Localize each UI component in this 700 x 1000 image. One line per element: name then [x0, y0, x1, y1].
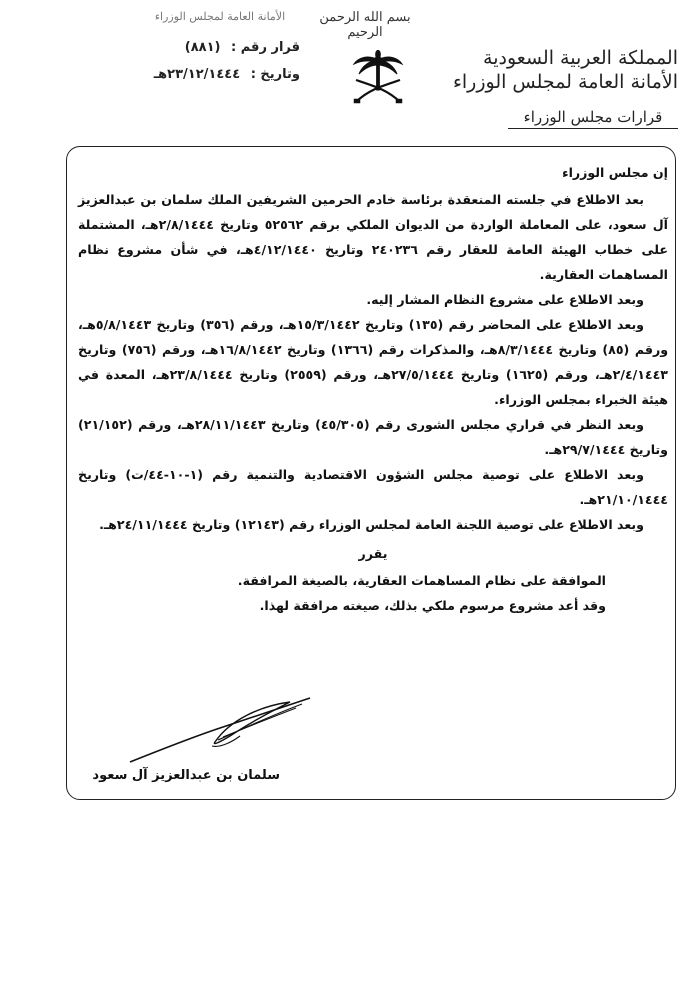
opening-line: إن مجلس الوزراء	[562, 165, 668, 180]
body-paragraph: وبعد النظر في قراري مجلس الشورى رقم (٤٥/٣٠٥) وتاريخ ٢٨/١١/١٤٤٣هـ، ورقم (٢١/١٥٢) وتاريخ ٢٩/٧/١٤٤٤هـ.	[78, 417, 668, 457]
decision-line: وقد أعد مشروع مرسوم ملكي بذلك، صيغته مرافقة لهذا.	[259, 598, 606, 613]
decision-number: (٨٨١)	[184, 40, 221, 55]
basmala: بسم الله الرحمن الرحيم	[319, 10, 411, 40]
decision-number-label: قرار رقم :	[231, 40, 300, 55]
letterhead	[452, 46, 678, 129]
body-paragraph: وبعد الاطلاع على مشروع النظام المشار إليه.	[366, 292, 644, 307]
decision-date-label: وتاريخ :	[250, 67, 300, 82]
letterhead-subtitle: قرارات مجلس الوزراء	[523, 108, 663, 126]
handwritten-signature	[120, 690, 320, 770]
palm-swords-emblem-icon	[350, 50, 406, 108]
body-paragraph: وبعد الاطلاع على المحاضر رقم (١٣٥) وتاريخ ١٥/٣/١٤٤٢هـ، ورقم (٣٥٦) وتاريخ ٥/٨/١٤٤٣هـ، ورقم (٨٥) وتاريخ ٨/٣/١٤٤٤هـ، والمذكرات رقم (١٣٦٦) وتاريخ ١٦/٨/١٤٤٢هـ، ورقم (٧٥٦) وتاريخ ٢/٤/١٤٤٣هـ، ورقم (١٦٢٥) وتاريخ ٢٧/٥/١٤٤٤هـ، ورقم (٢٥٥٩) وتاريخ ٢٣/٨/١٤٤٤هـ، المعدة في هيئة الخبراء بمجلس الوزراء.	[78, 317, 669, 407]
body-paragraph: وبعد الاطلاع على توصية اللجنة العامة لمجلس الوزراء رقم (١٢١٤٣) وتاريخ ٢٤/١١/١٤٤٤هـ.	[99, 517, 644, 532]
secretariat-name: الأمانة العامة لمجلس الوزراء	[452, 71, 678, 93]
decision-body	[78, 160, 668, 618]
body-paragraph: بعد الاطلاع في جلسته المنعقدة برئاسة خادم الحرمين الشريفين الملك سلمان بن عبدالعزيز آل سعود، على المعاملة الواردة من الديوان الملكي برقم ٥٢٥٦٢ وتاريخ ٢/٨/١٤٤٤هـ، المشتملة على خطاب الهيئة العامة للعقار رقم ٢٤٠٢٣٦ وتاريخ ٤/١٢/١٤٤٠هـ، في شأن مشروع نظام المساهمات العقارية.	[78, 192, 668, 282]
decision-date-line	[100, 67, 300, 82]
body-paragraph: وبعد الاطلاع على توصية مجلس الشؤون الاقتصادية والتنمية رقم (١-١٠-٤٤/ت) وتاريخ ٢١/١٠/١٤٤٤هـ.	[78, 467, 668, 507]
signatory-name: سلمان بن عبدالعزيز آل سعود	[92, 768, 280, 783]
decision-line: الموافقة على نظام المساهمات العقارية، بالصيغة المرافقة.	[237, 573, 606, 588]
kingdom-name: المملكة العربية السعودية	[483, 47, 678, 69]
decision-number-line	[100, 40, 300, 55]
decides-heading: يقرر	[358, 546, 388, 561]
letterhead-divider	[508, 128, 678, 129]
decision-date: ٢٣/١٢/١٤٤٤هـ	[153, 67, 241, 82]
header-watermark: الأمانة العامة لمجلس الوزراء	[154, 10, 286, 23]
